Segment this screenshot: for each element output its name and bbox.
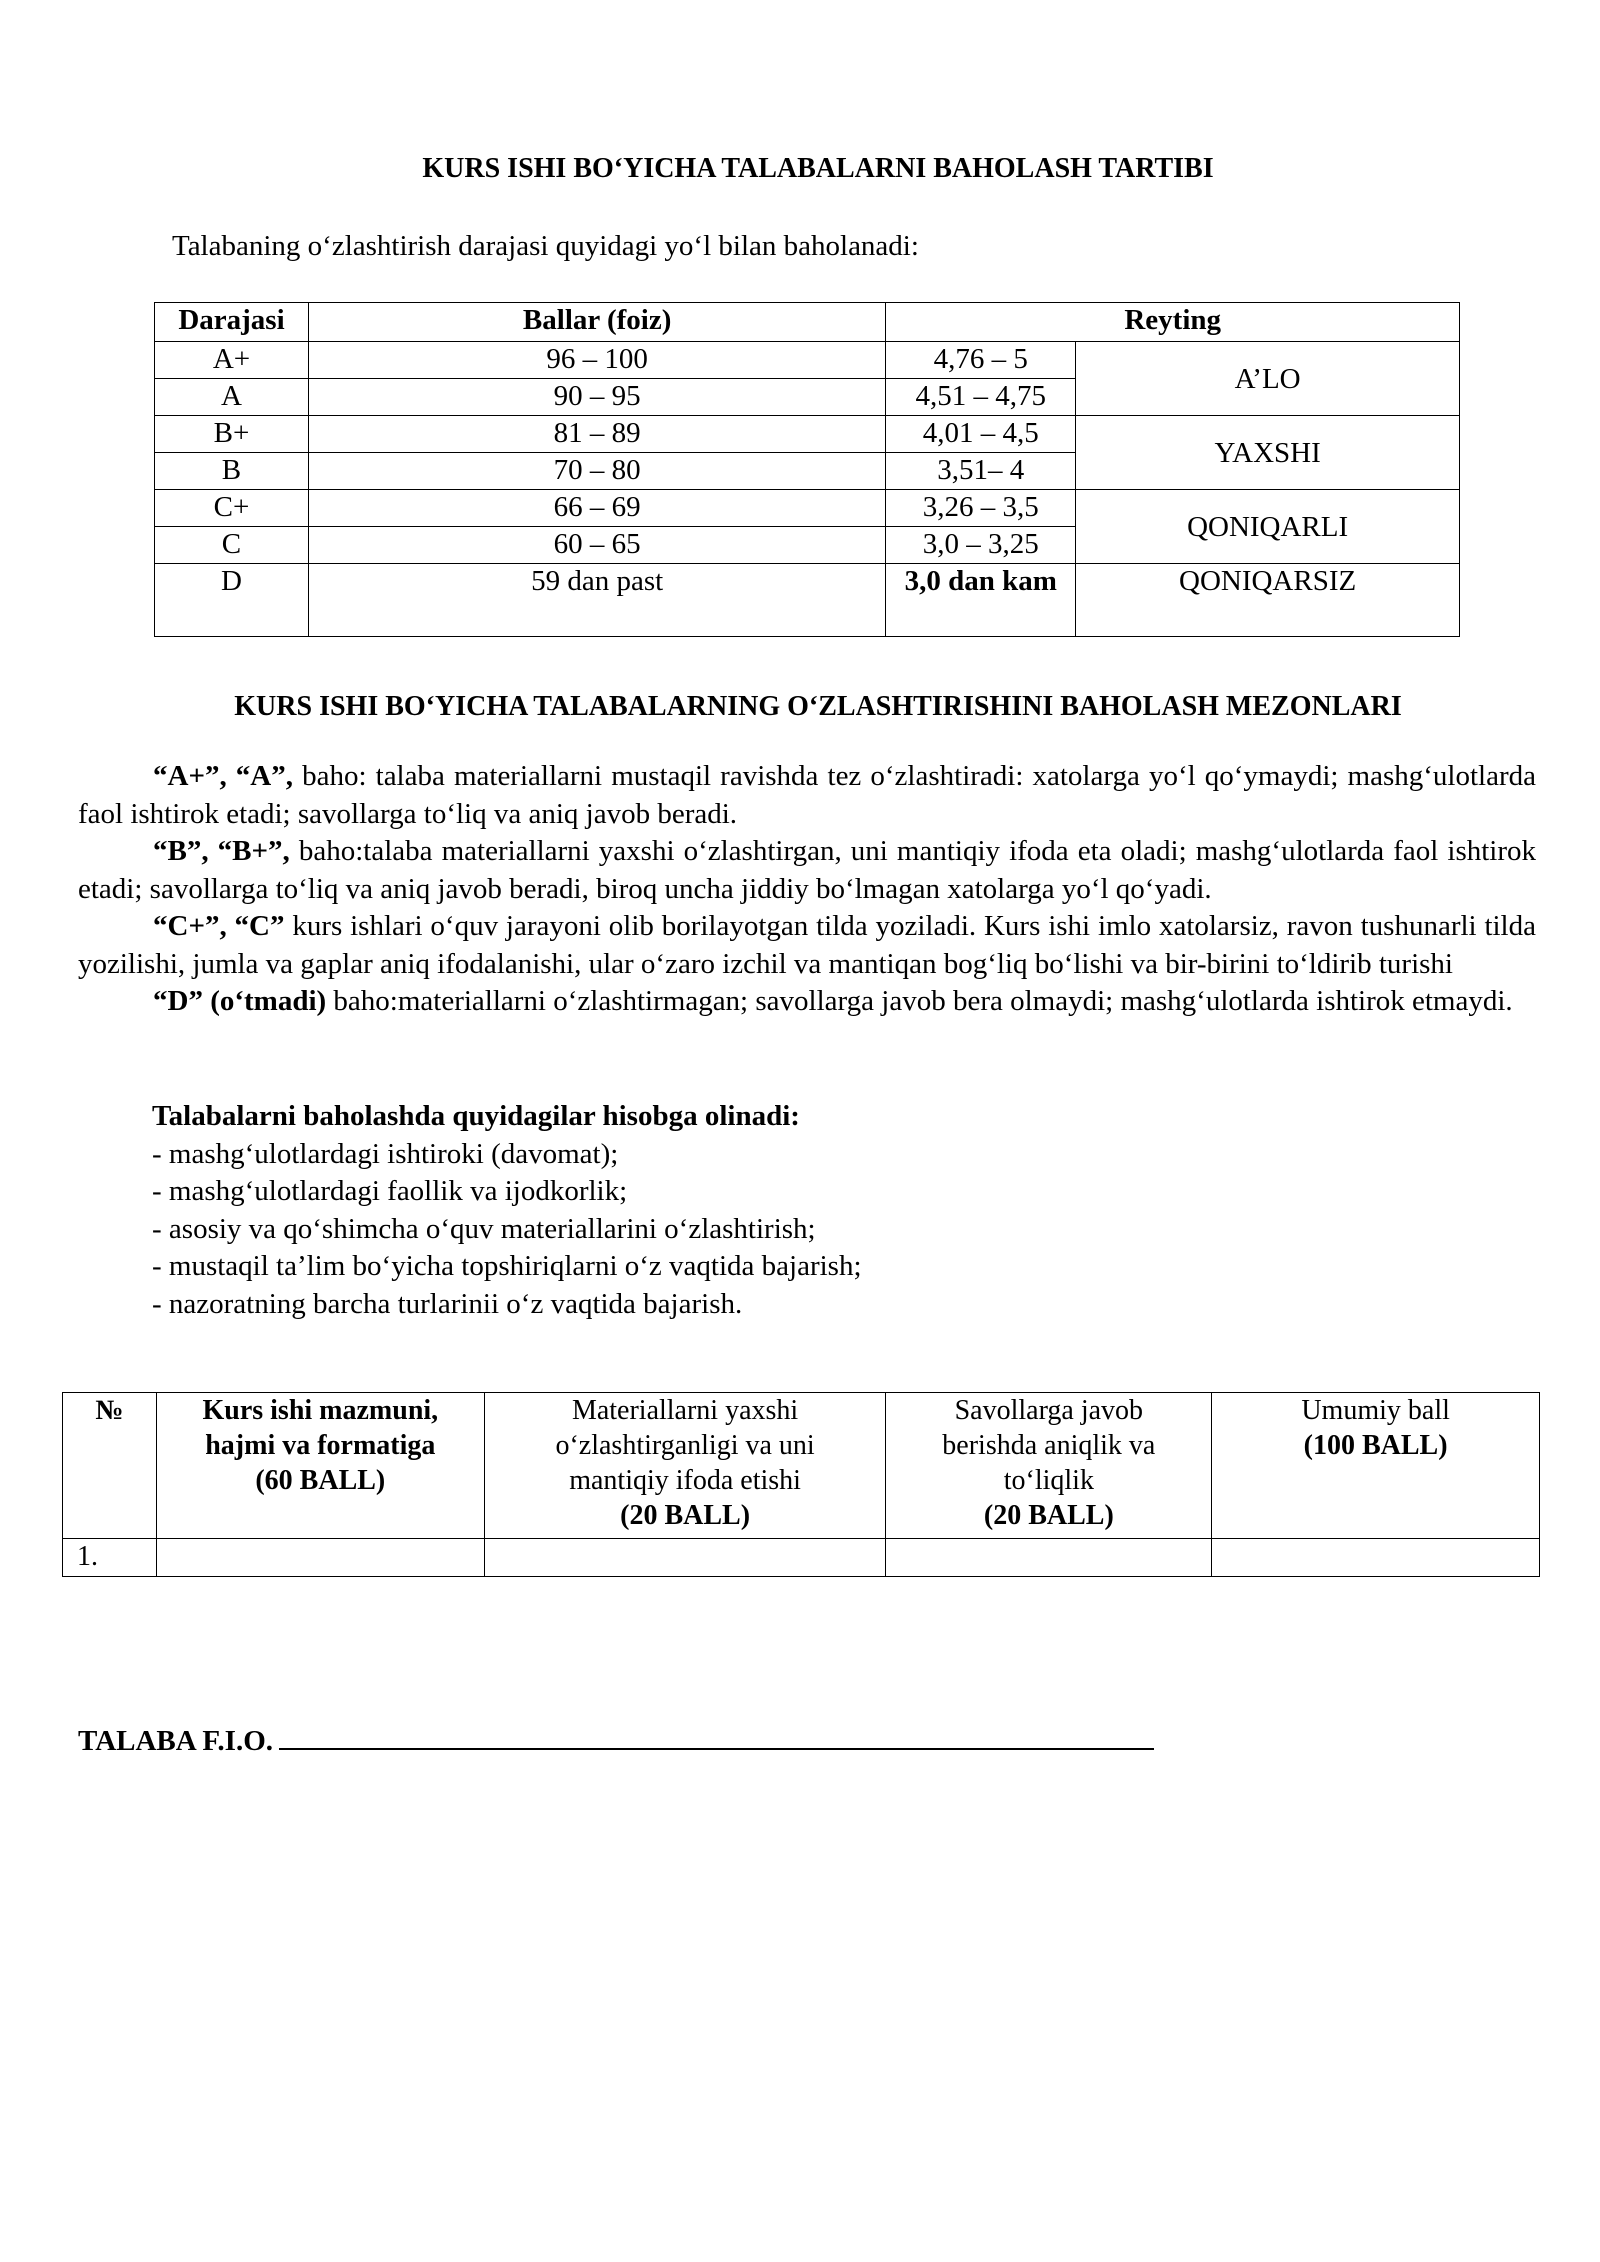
- header-answers-line: berishda aniqlik va: [942, 1430, 1156, 1461]
- points-cell: 96 – 100: [308, 342, 885, 379]
- grade-cell: B: [155, 453, 309, 490]
- header-grade: Darajasi: [155, 303, 309, 342]
- table-row: [155, 342, 1460, 379]
- rating-cell: QONIQARSIZ: [1076, 564, 1460, 637]
- score-cell: 4,76 – 5: [886, 342, 1076, 379]
- row-number: 1.: [63, 1539, 157, 1577]
- rating-cell: YAXSHI: [1076, 416, 1460, 490]
- points-cell: 81 – 89: [308, 416, 885, 453]
- rating-cell: QONIQARLI: [1076, 490, 1460, 564]
- student-name-label: TALABA F.I.O.: [78, 1725, 273, 1757]
- header-content-points: (60 BALL): [255, 1465, 386, 1496]
- grade-cell: B+: [155, 416, 309, 453]
- grade-cell: D: [155, 564, 309, 637]
- points-cell: 90 – 95: [308, 379, 885, 416]
- table-row: [63, 1539, 1540, 1577]
- criteria-grade-label: “B”, “B+”,: [153, 835, 290, 867]
- header-content-line: hajmi va formatiga: [205, 1430, 436, 1461]
- list-item: - mashg‘ulotlardagi faollik va ijodkorlik;: [152, 1175, 628, 1207]
- grade-table: [154, 302, 1460, 637]
- list-item: - nazoratning barcha turlarinii o‘z vaqtida bajarish.: [152, 1287, 743, 1320]
- score-table: [62, 1392, 1540, 1577]
- grade-cell: A: [155, 379, 309, 416]
- criteria-paragraph: [78, 758, 1536, 833]
- points-cell: 70 – 80: [308, 453, 885, 490]
- student-name-line[interactable]: [279, 1722, 1154, 1750]
- header-number: №: [63, 1393, 157, 1539]
- header-rating: Reyting: [886, 303, 1460, 342]
- grade-table-header: [155, 303, 1460, 342]
- list-item: - mustaqil ta’lim bo‘yicha topshiriqlarni o‘z vaqtida bajarish;: [152, 1250, 862, 1282]
- grade-cell: A+: [155, 342, 309, 379]
- considered-list: [152, 1098, 862, 1323]
- header-answers: [886, 1393, 1212, 1539]
- table-row: [155, 564, 1460, 637]
- score-cell: 4,51 – 4,75: [886, 379, 1076, 416]
- header-mastery-line: Materiallarni yaxshi: [571, 1395, 799, 1426]
- intro-text: Talabaning o‘zlashtirish darajasi quyidagi yo‘l bilan baholanadi:: [172, 230, 919, 262]
- header-answers-line: Savollarga javob: [954, 1395, 1144, 1426]
- list-item: - mashg‘ulotlardagi ishtiroki (davomat);: [152, 1137, 619, 1170]
- rating-cell: A’LO: [1076, 342, 1460, 416]
- score-table-header: [63, 1393, 1540, 1539]
- score-cell: 3,0 dan kam: [886, 564, 1076, 637]
- score-cell: 3,0 – 3,25: [886, 527, 1076, 564]
- criteria-grade-label: “A+”, “A”,: [153, 760, 294, 792]
- header-answers-points: (20 BALL): [983, 1500, 1114, 1531]
- table-row: [155, 416, 1460, 453]
- score-cell: 3,26 – 3,5: [886, 490, 1076, 527]
- points-cell: 59 dan past: [308, 564, 885, 637]
- list-item: - asosiy va qo‘shimcha o‘quv materiallarini o‘zlashtirish;: [152, 1212, 816, 1245]
- header-answers-line: to‘liqlik: [1003, 1465, 1094, 1496]
- criteria-description: baho:materiallarni o‘zlashtirmagan; savollarga javob bera olmaydi; mashg‘ulotlarda ishtirok etmaydi.: [326, 985, 1513, 1017]
- score-cell: 3,51– 4: [886, 453, 1076, 490]
- criteria-description: baho: talaba materiallarni mustaqil ravishda tez o‘zlashtiradi: xatolarga yo‘l qo‘ymaydi; mashg‘ulotlarda faol ishtirok etadi; savollarga to‘liq va aniq javob beradi.: [78, 760, 1536, 830]
- total-score-cell[interactable]: [1212, 1539, 1540, 1577]
- grading-order-title: KURS ISHI BO‘YICHA TALABALARNI BAHOLASH TARTIBI: [422, 153, 1214, 184]
- table-row: [155, 490, 1460, 527]
- grade-cell: C+: [155, 490, 309, 527]
- criteria-paragraph: [78, 983, 1536, 1021]
- header-points: Ballar (foiz): [308, 303, 885, 342]
- criteria-paragraph: [78, 908, 1536, 983]
- answers-score-cell[interactable]: [886, 1539, 1212, 1577]
- criteria-paragraph: [78, 833, 1536, 908]
- header-total: [1212, 1393, 1540, 1539]
- points-cell: 66 – 69: [308, 490, 885, 527]
- header-mastery-line: mantiqiy ifoda etishi: [569, 1465, 801, 1496]
- header-mastery-line: o‘zlashtirganligi va uni: [555, 1430, 815, 1461]
- header-mastery: [484, 1393, 886, 1539]
- header-total-line: Umumiy ball: [1301, 1395, 1450, 1426]
- grade-cell: C: [155, 527, 309, 564]
- considered-heading: Talabalarni baholashda quyidagilar hisobga olinadi:: [152, 1100, 800, 1132]
- header-content: [156, 1393, 484, 1539]
- signature-block: [78, 1722, 1154, 1758]
- criteria-title: KURS ISHI BO‘YICHA TALABALARNING O‘ZLASHTIRISHINI BAHOLASH MEZONLARI: [234, 691, 1402, 722]
- content-score-cell[interactable]: [156, 1539, 484, 1577]
- header-content-line: Kurs ishi mazmuni,: [202, 1395, 439, 1426]
- score-cell: 4,01 – 4,5: [886, 416, 1076, 453]
- points-cell: 60 – 65: [308, 527, 885, 564]
- mastery-score-cell[interactable]: [484, 1539, 886, 1577]
- header-total-points: (100 BALL): [1303, 1430, 1448, 1461]
- header-mastery-points: (20 BALL): [620, 1500, 751, 1531]
- criteria-grade-label: “D” (o‘tmadi): [153, 985, 327, 1017]
- criteria-text: [78, 758, 1536, 1021]
- criteria-description: baho:talaba materiallarni yaxshi o‘zlashtirgan, uni mantiqiy ifoda eta oladi; mashg‘ulotlarda faol ishtirok etadi; savollarga to‘liq va aniq javob beradi, biroq uncha jiddiy bo‘lmagan xatolarga yo‘l qo‘yadi.: [78, 835, 1537, 905]
- criteria-description: kurs ishlari o‘quv jarayoni olib borilayotgan tilda yoziladi. Kurs ishi imlo xatolarsiz, ravon tushunarli tilda yozilishi, jumla va gaplar aniq ifodalanishi, ular o‘zaro izchil va mantiqan bog‘liq bo‘lishi va bir-birini to‘ldirib turishi: [78, 910, 1536, 980]
- criteria-grade-label: “C+”, “C”: [153, 910, 285, 942]
